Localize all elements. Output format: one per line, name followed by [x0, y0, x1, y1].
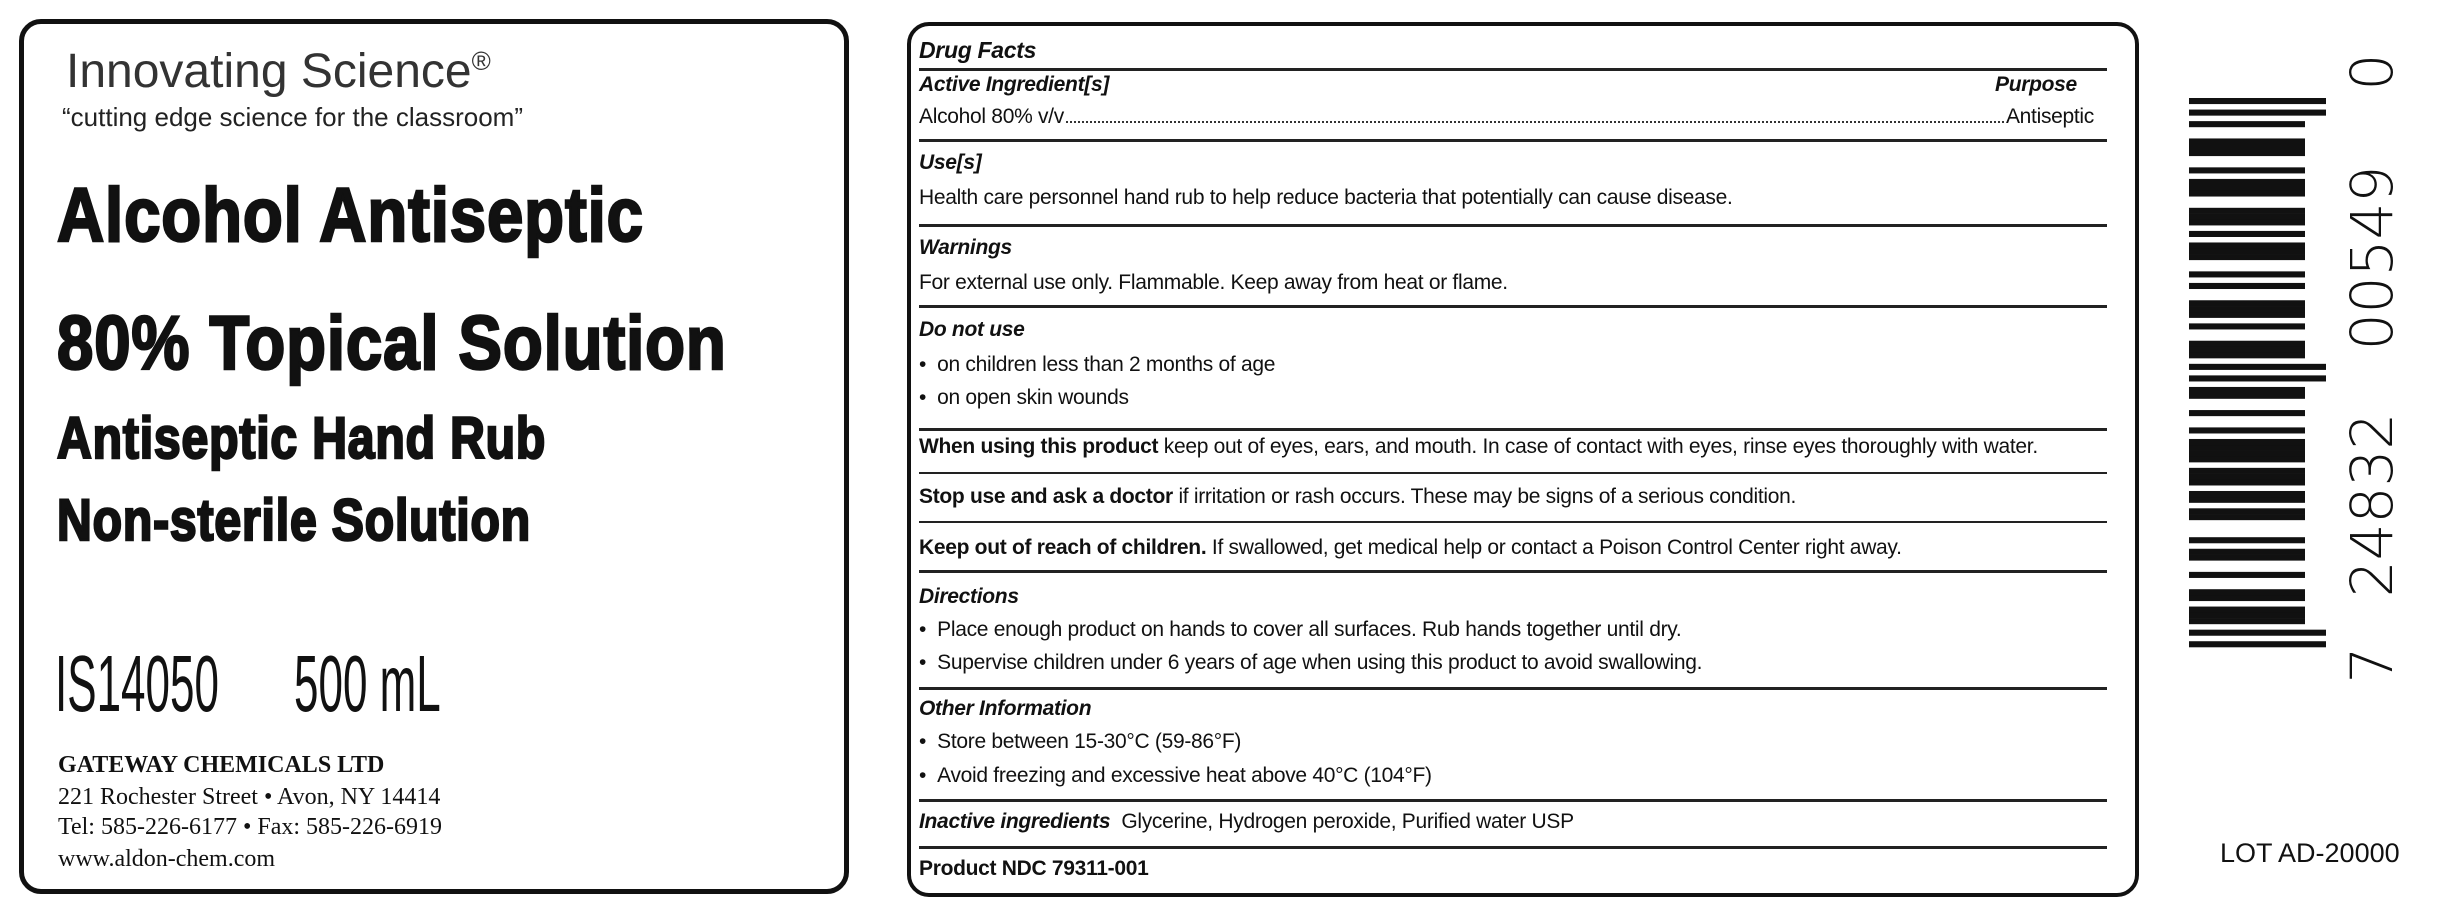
- barcode-bar: [2189, 323, 2305, 329]
- inactive-text: Glycerine, Hydrogen peroxide, Purified water USP: [1121, 810, 1574, 833]
- product-title-line2: 80% Topical Solution: [57, 301, 727, 386]
- uses-heading: Use[s]: [919, 151, 982, 174]
- dot-leader: [1066, 105, 2004, 123]
- stop-use-row: [919, 485, 1796, 509]
- purpose-heading: Purpose: [1995, 73, 2077, 96]
- barcode-bar: [2189, 283, 2305, 289]
- barcode-bar: [2189, 208, 2305, 214]
- inactive-label: Inactive ingredients: [919, 810, 1111, 833]
- barcode-bar: [2189, 612, 2305, 618]
- uses-text: Health care personnel hand rub to help reduce bacteria that potentially can cause disease.: [919, 186, 1733, 209]
- volume: 500 mL: [294, 639, 441, 728]
- company-address: 221 Rochester Street • Avon, NY 14414: [58, 784, 441, 810]
- barcode-right-group: 00549: [2338, 165, 2406, 351]
- divider: [919, 799, 2107, 802]
- divider: [919, 521, 2107, 523]
- keep-out-row: [919, 536, 1902, 560]
- barcode-bar: [2189, 110, 2326, 116]
- barcode-bar: [2189, 589, 2305, 595]
- active-ingredient: Alcohol 80% v/v: [919, 105, 1064, 128]
- do-not-use-item: on children less than 2 months of age: [937, 353, 1276, 376]
- list-item: • Store between 15-30°C (59-86°F): [919, 730, 1242, 753]
- brand-name: [66, 44, 491, 99]
- other-info-item: Avoid freezing and excessive heat above 40°C (104°F): [937, 764, 1432, 787]
- barcode-bar: [2189, 537, 2305, 543]
- divider: [919, 139, 2107, 142]
- catalog-number: IS14050: [55, 639, 219, 728]
- keep-out-text: If swallowed, get medical help or contact a Poison Control Center right away.: [1206, 536, 1902, 559]
- divider: [919, 428, 2107, 431]
- inactive-row: [919, 810, 1574, 834]
- list-item: • Supervise children under 6 years of age when using this product to avoid swallowing.: [919, 651, 1703, 674]
- barcode-bar: [2189, 231, 2305, 237]
- stop-use-label: Stop use and ask a doctor: [919, 485, 1173, 508]
- barcode-check-digit: 0: [2338, 53, 2406, 91]
- barcode-bar: [2189, 508, 2305, 514]
- barcode-bar: [2189, 144, 2305, 150]
- active-ingredient-heading: Active Ingredient[s]: [919, 73, 1110, 96]
- list-item: • Place enough product on hands to cover all surfaces. Rub hands together until dry.: [919, 618, 1682, 641]
- warnings-text: For external use only. Flammable. Keep away from heat or flame.: [919, 271, 1508, 294]
- barcode-bar: [2189, 439, 2305, 445]
- barcode-bar: [2189, 491, 2305, 497]
- barcode-bar: [2189, 497, 2305, 503]
- when-using-label: When using this product: [919, 435, 1159, 458]
- brand-tagline: “cutting edge science for the classroom”: [62, 102, 523, 132]
- barcode-bar: [2189, 549, 2305, 555]
- divider: [919, 687, 2107, 690]
- barcode-bar: [2189, 306, 2305, 312]
- barcode-bar: [2189, 242, 2305, 248]
- barcode-bar: [2189, 121, 2305, 127]
- barcode-bar: [2189, 387, 2305, 393]
- barcode-bar: [2189, 300, 2305, 306]
- barcode-bar: [2189, 630, 2326, 636]
- barcode-bar: [2189, 312, 2305, 318]
- barcode-bar: [2189, 352, 2305, 358]
- product-subtitle-line2: Non-sterile Solution: [57, 488, 531, 553]
- barcode-bar: [2189, 341, 2305, 347]
- product-subtitle-line1: Antiseptic Hand Rub: [57, 406, 547, 471]
- barcode-bar: [2189, 595, 2305, 601]
- barcode-bar: [2189, 607, 2305, 613]
- divider: [919, 570, 2107, 573]
- barcode-bar: [2189, 456, 2305, 462]
- barcode-bar: [2189, 474, 2305, 480]
- directions-heading: Directions: [919, 585, 1019, 608]
- barcode-bar: [2189, 219, 2305, 225]
- product-ndc: Product NDC 79311-001: [919, 857, 1149, 880]
- barcode-bar: [2189, 364, 2326, 370]
- stop-use-text: if irritation or rash occurs. These may be signs of a serious condition.: [1172, 485, 1797, 508]
- divider: [919, 224, 2107, 227]
- when-using-text: keep out of eyes, ears, and mouth. In case of contact with eyes, rinse eyes thoroughly with water.: [1158, 435, 2038, 458]
- barcode-bar: [2189, 375, 2326, 381]
- barcode-bar: [2189, 98, 2326, 104]
- other-info-heading: Other Information: [919, 697, 1092, 720]
- purpose: Antiseptic: [2005, 105, 2094, 128]
- when-using-row: [919, 435, 2038, 459]
- product-title-line1: Alcohol Antiseptic: [57, 173, 644, 258]
- barcode-bar: [2189, 618, 2305, 624]
- do-not-use-item: on open skin wounds: [937, 386, 1129, 409]
- barcode-bar: [2189, 214, 2305, 220]
- barcode-bar: [2189, 190, 2305, 196]
- list-item: • on open skin wounds: [919, 386, 1129, 409]
- company-website[interactable]: www.aldon-chem.com: [58, 846, 276, 872]
- barcode-bar: [2189, 248, 2305, 254]
- list-item: • on children less than 2 months of age: [919, 353, 1276, 376]
- list-item: • Avoid freezing and excessive heat above 40°C (104°F): [919, 764, 1432, 787]
- divider: [919, 472, 2107, 474]
- divider: [919, 68, 2107, 71]
- drug-facts-title: Drug Facts: [919, 37, 1037, 63]
- divider: [919, 305, 2107, 308]
- barcode-bar: [2189, 346, 2305, 352]
- barcode-bar: [2189, 641, 2326, 647]
- brand-text: Innovating Science: [66, 45, 472, 98]
- direction-item: Place enough product on hands to cover all surfaces. Rub hands together until dry.: [937, 618, 1682, 641]
- other-info-item: Store between 15-30°C (59-86°F): [937, 730, 1242, 753]
- keep-out-label: Keep out of reach of children.: [919, 536, 1207, 559]
- registered-mark: ®: [471, 46, 491, 76]
- barcode-bar: [2189, 555, 2305, 561]
- barcode-bar: [2189, 427, 2305, 433]
- barcode-bar: [2189, 451, 2305, 457]
- barcode-bar: [2189, 138, 2305, 144]
- lot-number: LOT AD-20000: [2220, 838, 2400, 868]
- barcode-bar: [2189, 445, 2305, 451]
- warnings-heading: Warnings: [919, 236, 1012, 259]
- barcode-bar: [2189, 479, 2305, 485]
- barcode-bar: [2189, 185, 2305, 191]
- barcode-bar: [2189, 150, 2305, 156]
- barcode-bar: [2189, 393, 2305, 399]
- active-ingredient-row: [919, 105, 2094, 129]
- divider: [919, 846, 2107, 849]
- barcode-first-digit: 7: [2338, 646, 2406, 684]
- barcode-bar: [2189, 254, 2305, 260]
- barcode-bar: [2189, 572, 2305, 578]
- barcode-left-group: 24832: [2338, 412, 2406, 598]
- barcode-bar: [2189, 468, 2305, 474]
- barcode-bar: [2189, 410, 2305, 416]
- barcode-bar: [2189, 514, 2305, 520]
- direction-item: Supervise children under 6 years of age when using this product to avoid swallowing.: [937, 651, 1703, 674]
- barcode-bar: [2189, 179, 2305, 185]
- company-phone: Tel: 585-226-6177 • Fax: 585-226-6919: [58, 814, 443, 840]
- do-not-use-heading: Do not use: [919, 318, 1025, 341]
- company-name: GATEWAY CHEMICALS LTD: [58, 752, 385, 778]
- barcode-bar: [2189, 271, 2305, 277]
- barcode-bar: [2189, 167, 2305, 173]
